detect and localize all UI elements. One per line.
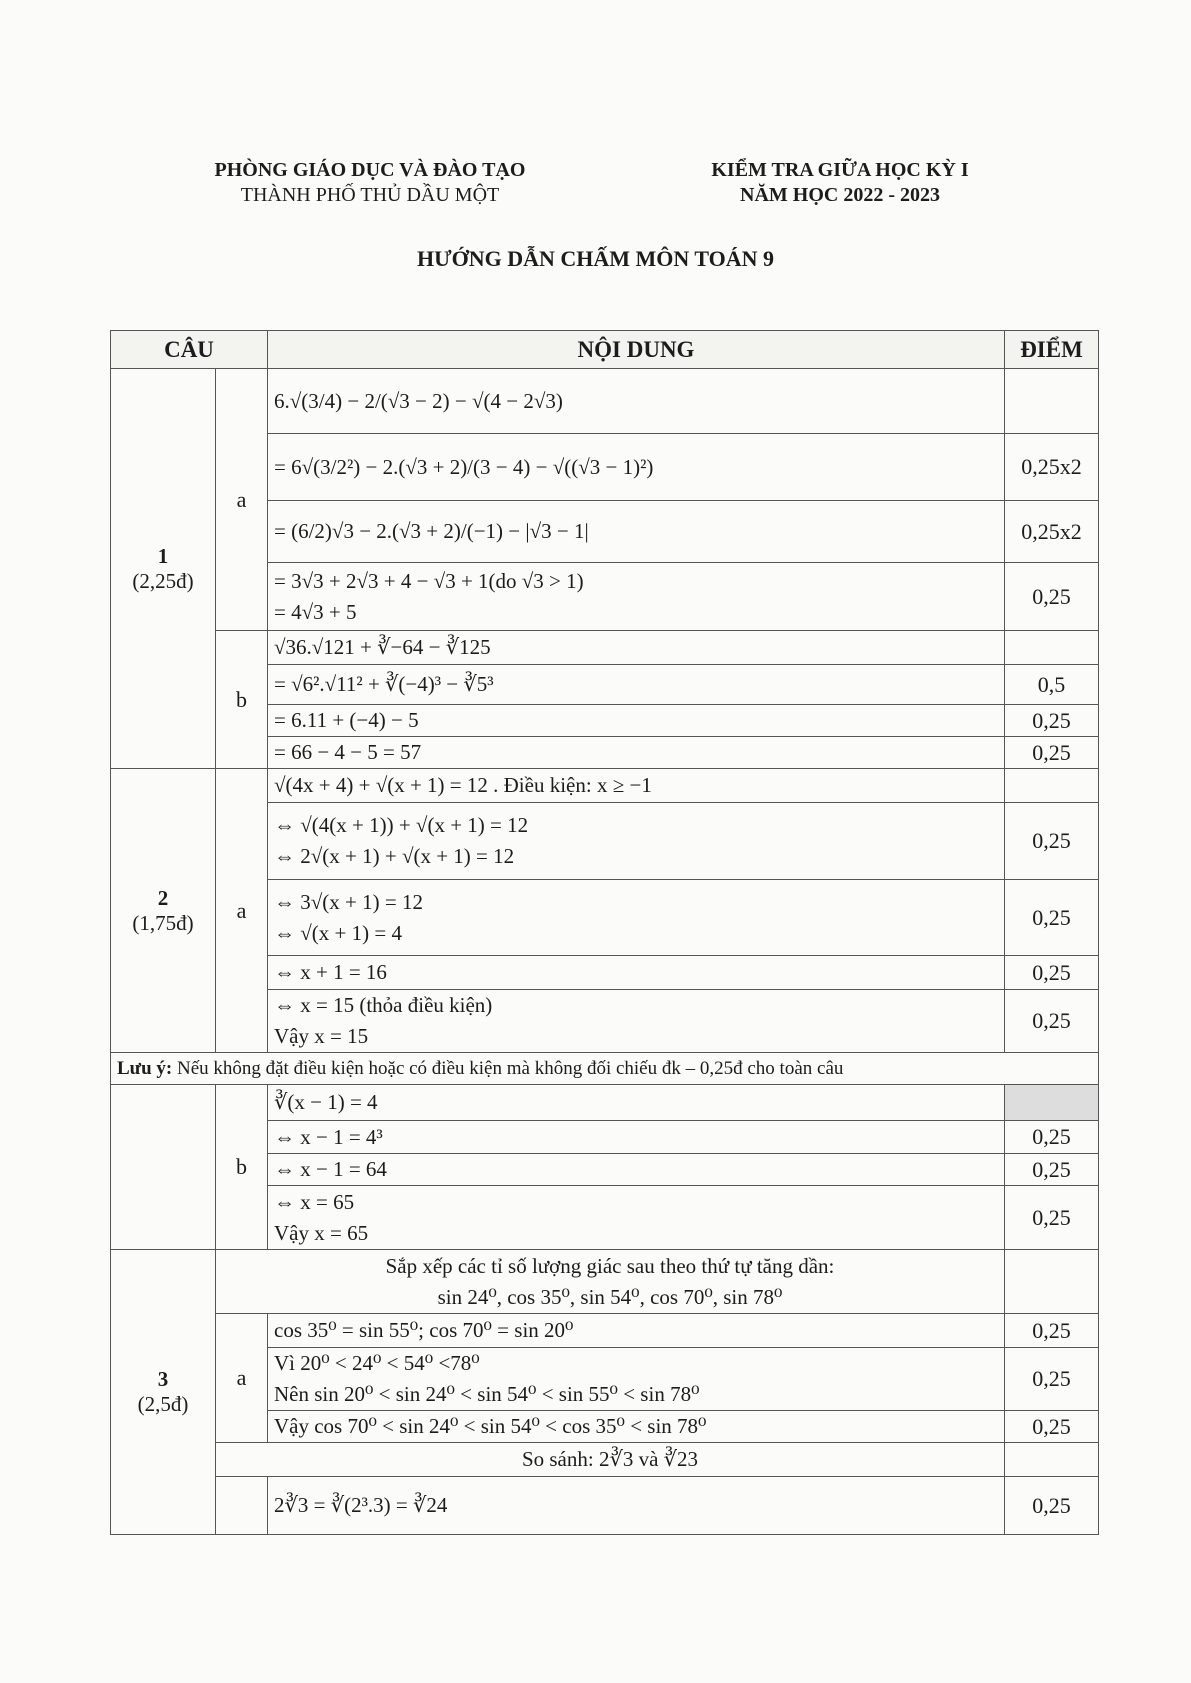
math-step: ⇔ x + 1 = 16 [268,956,1005,990]
question-number: 3 [157,1367,169,1391]
math-step [268,563,1005,631]
part-label: a [216,769,268,1053]
math-step [268,990,1005,1053]
table-row [111,1477,1099,1535]
math-step [268,803,1005,880]
math-line: ⇔ 3√(x + 1) = 12 [274,889,423,914]
table-row [111,1085,1099,1121]
math-line: ⇔ √(x + 1) = 4 [274,920,402,945]
note-text: Nếu không đặt điều kiện hoặc có điều kiện mà không đối chiếu đk – 0,25đ cho toàn câu [172,1057,844,1079]
math-step: Vậy cos 70⁰ < sin 24⁰ < sin 54⁰ < cos 35⁰ < sin 78⁰ [268,1411,1005,1443]
points-cell [1005,769,1099,803]
compare-prompt: So sánh: 2∛3 và ∛23 [216,1443,1005,1477]
math-line: ⇔ x = 65 [274,1189,355,1214]
header-left [150,158,590,208]
math-step: ⇔ x − 1 = 64 [268,1154,1005,1186]
points-cell [1005,1085,1099,1121]
city-name: THÀNH PHỐ THỦ DẦU MỘT [240,184,500,206]
points-cell: 0,25 [1005,803,1099,880]
math-line: = 4√3 + 5 [274,599,357,624]
points-cell: 0,5 [1005,665,1099,705]
math-step [268,1186,1005,1250]
math-step: = (6/2)√3 − 2.(√3 + 2)/(−1) − |√3 − 1| [268,501,1005,563]
school-year: NĂM HỌC 2022 - 2023 [740,184,940,206]
question-2-continued-cell [111,1085,216,1250]
question-number: 1 [157,543,169,568]
math-step: = 6.11 + (−4) − 5 [268,705,1005,737]
table-row [111,769,1099,803]
grading-note [111,1053,1099,1085]
math-line: Vì 20⁰ < 24⁰ < 54⁰ <78⁰ [274,1351,480,1375]
points-cell: 0,25 [1005,1314,1099,1348]
intro-line: Sắp xếp các tỉ số lượng giác sau theo thứ tự tăng dần: [385,1253,835,1278]
question-1-cell [111,369,216,769]
department-name: PHÒNG GIÁO DỤC VÀ ĐÀO TẠO [214,159,526,181]
points-cell [1005,1443,1099,1477]
math-line: ⇔ x = 15 (thỏa điều kiện) [274,993,493,1017]
math-line: Vậy x = 65 [274,1220,369,1245]
points-cell: 0,25 [1005,1186,1099,1250]
question-intro [216,1250,1005,1314]
header-right [660,158,1020,208]
points-cell: 0,25 [1005,1477,1099,1535]
points-cell: 0,25 [1005,956,1099,990]
math-line: Vậy x = 15 [274,1024,369,1048]
math-line: = 3√3 + 2√3 + 4 − √3 + 1(do √3 > 1) [274,568,584,593]
question-score: (2,5đ) [137,1392,189,1416]
part-label: b [216,1085,268,1250]
question-number: 2 [157,885,169,910]
grading-table [110,330,1099,1535]
points-cell: 0,25 [1005,880,1099,956]
math-line: ⇔ 2√(x + 1) + √(x + 1) = 12 [274,844,515,868]
math-step: √36.√121 + ∛−64 − ∛125 [268,631,1005,665]
points-cell: 0,25 [1005,1154,1099,1186]
table-row [111,1250,1099,1314]
col-header-diem: ĐIỂM [1005,331,1099,369]
part-label: a [216,1314,268,1443]
table-row [111,631,1099,665]
part-label: a [216,369,268,631]
math-step: cos 35⁰ = sin 55⁰; cos 70⁰ = sin 20⁰ [268,1314,1005,1348]
note-row [111,1053,1099,1085]
part-label [216,1477,268,1535]
points-cell: 0,25x2 [1005,501,1099,563]
table-header-row [111,331,1099,369]
question-score: (2,25đ) [132,568,194,593]
table-row [111,369,1099,434]
math-step: = 66 − 4 − 5 = 57 [268,737,1005,769]
points-cell: 0,25 [1005,1348,1099,1411]
math-step [268,880,1005,956]
note-label: Lưu ý: [117,1057,173,1079]
points-cell [1005,1250,1099,1314]
math-step: ⇔ x − 1 = 4³ [268,1121,1005,1154]
question-score: (1,75đ) [132,910,194,935]
points-cell: 0,25 [1005,990,1099,1053]
math-step [268,1348,1005,1411]
math-step: 6.√(3/4) − 2/(√3 − 2) − √(4 − 2√3) [268,369,1005,434]
intro-line: sin 24⁰, cos 35⁰, sin 54⁰, cos 70⁰, sin 78⁰ [437,1284,783,1309]
math-step: = √6².√11² + ∛(−4)³ − ∛5³ [268,665,1005,705]
math-step: ∛(x − 1) = 4 [268,1085,1005,1121]
exam-name: KIỂM TRA GIỮA HỌC KỲ I [711,159,969,181]
points-cell [1005,631,1099,665]
points-cell: 0,25x2 [1005,434,1099,501]
math-line: Nên sin 20⁰ < sin 24⁰ < sin 54⁰ < sin 55⁰ < sin 78⁰ [274,1382,700,1406]
col-header-noidung: NỘI DUNG [268,331,1005,369]
points-cell [1005,369,1099,434]
points-cell: 0,25 [1005,737,1099,769]
points-cell: 0,25 [1005,1121,1099,1154]
points-cell: 0,25 [1005,1411,1099,1443]
table-row [111,1443,1099,1477]
question-2-cell [111,769,216,1053]
points-cell: 0,25 [1005,705,1099,737]
part-label: b [216,631,268,769]
math-step: = 6√(3/2²) − 2.(√3 + 2)/(3 − 4) − √((√3 − 1)²) [268,434,1005,501]
math-step: √(4x + 4) + √(x + 1) = 12 . Điều kiện: x ≥ −1 [268,769,1005,803]
math-line: ⇔ √(4(x + 1)) + √(x + 1) = 12 [274,813,529,837]
col-header-cau: CÂU [111,331,268,369]
table-row [111,1314,1099,1348]
question-3-cell [111,1250,216,1535]
math-step: 2∛3 = ∛(2³.3) = ∛24 [268,1477,1005,1535]
points-cell: 0,25 [1005,563,1099,631]
page-title: HƯỚNG DẪN CHẤM MÔN TOÁN 9 [416,246,775,271]
